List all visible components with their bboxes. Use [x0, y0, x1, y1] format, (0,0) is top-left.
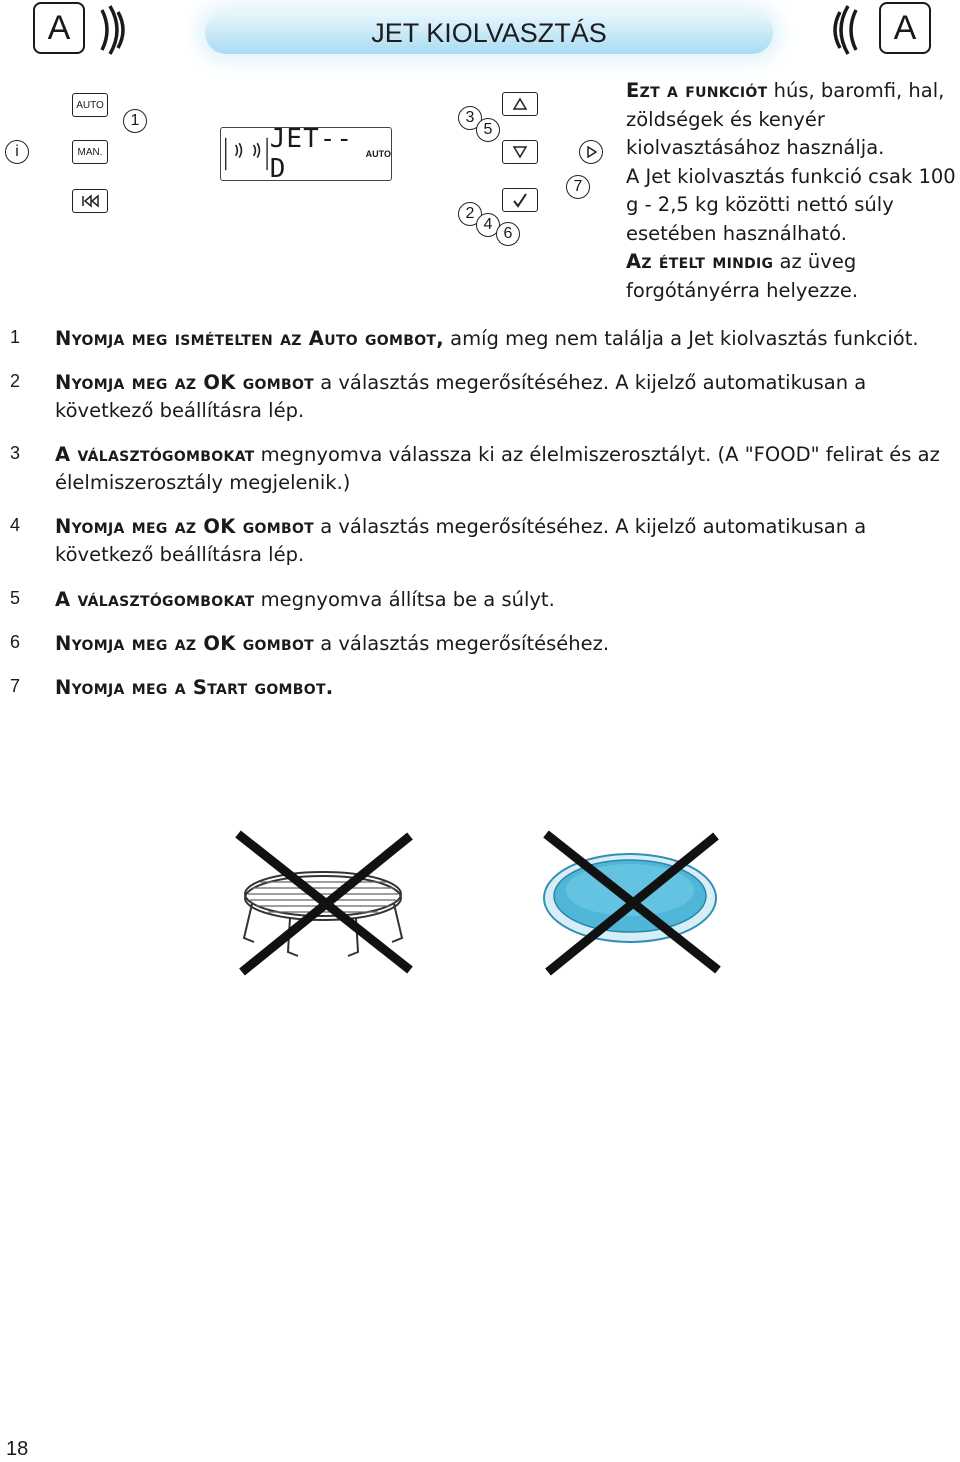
step-lead: Nyomja meg a Start gombot. [55, 676, 334, 699]
intro-text-1: hús, baromfi, hal, zöldségek és kenyér kiolvasztásához használja. [626, 79, 945, 159]
step-text: a választás megerősítéséhez. A kijelző automatikusan a következő beállításra lép. [55, 515, 867, 566]
step-number: 3 [9, 443, 20, 463]
up-button[interactable] [502, 92, 538, 116]
down-arrow-icon [512, 145, 528, 159]
left-wave-icon [96, 4, 132, 63]
step-lead: Nyomja meg ismételten az Auto gombot, [55, 327, 444, 350]
step-lead: Nyomja meg az OK gombot [55, 515, 314, 538]
page-title: JET KIOLVASZTÁS [205, 12, 773, 54]
display-panel [220, 124, 392, 184]
step-number: 6 [9, 632, 20, 652]
ok-button[interactable] [502, 188, 538, 212]
step-text: megnyomva állítsa be a súlyt. [254, 588, 555, 611]
step-text: amíg meg nem találja a Jet kiolvasztás funkciót. [443, 327, 919, 350]
back-button[interactable] [72, 189, 108, 213]
man-button[interactable]: MAN. [72, 140, 108, 164]
intro-lead-1: Ezt a funkciót [626, 79, 768, 102]
display-auto-label: AUTO [365, 149, 391, 159]
step-number: 1 [9, 327, 20, 347]
info-marker: i [5, 140, 29, 164]
start-icon [585, 146, 597, 158]
step-6 [55, 630, 955, 658]
rack-illustration [230, 826, 416, 976]
step-lead: A választógombokat [55, 443, 255, 466]
step-5 [55, 586, 955, 614]
intro-text-2: A Jet kiolvasztás funkció csak 100 g - 2,5 kg közötti nettó súly esetében használható. [626, 164, 956, 245]
intro-lead-3: Az ételt mindig [626, 250, 774, 273]
right-wave-icon [826, 4, 862, 63]
step-lead: Nyomja meg az OK gombot [55, 371, 314, 394]
up-arrow-icon [512, 97, 528, 111]
down-button[interactable] [502, 140, 538, 164]
step-text: a választás megerősítéséhez. A kijelző automatikusan a következő beállításra lép. [55, 371, 867, 422]
marker-1: 1 [123, 109, 147, 133]
cross-icon [238, 834, 410, 972]
step-7 [55, 674, 955, 702]
back-icon [79, 194, 101, 208]
display-wave-icon [223, 132, 270, 176]
step-lead: Nyomja meg az OK gombot [55, 632, 314, 655]
right-a-badge: A [879, 2, 931, 54]
marker-6: 6 [496, 222, 520, 246]
page-number: 18 [6, 1438, 29, 1460]
step-number: 4 [9, 515, 20, 535]
step-lead: A választógombokat [55, 588, 255, 611]
step-text: a választás megerősítéséhez. [314, 632, 610, 655]
marker-4: 4 [476, 213, 500, 237]
step-number: 5 [9, 588, 20, 608]
marker-5: 5 [476, 118, 500, 142]
step-2 [55, 369, 955, 425]
step-3 [55, 441, 955, 497]
marker-2: 2 [458, 202, 482, 226]
step-1 [55, 325, 955, 353]
marker-3: 3 [458, 106, 482, 130]
check-icon [511, 192, 529, 208]
intro-text-3: az üveg forgótányérra helyezze. [626, 250, 859, 302]
intro-text [626, 77, 956, 305]
step-number: 7 [9, 676, 20, 696]
left-a-badge: A [33, 2, 85, 54]
step-number: 2 [9, 371, 20, 391]
plate-illustration [538, 826, 724, 976]
display-text: JET--D [269, 124, 354, 184]
start-button[interactable] [579, 140, 603, 164]
step-text: megnyomva válassza ki az élelmiszerosztályt. (A "FOOD" felirat és az élelmiszerosztály megjelenik.) [55, 443, 940, 494]
marker-7: 7 [566, 175, 590, 199]
auto-button[interactable]: AUTO [72, 93, 108, 117]
step-4 [55, 513, 955, 569]
